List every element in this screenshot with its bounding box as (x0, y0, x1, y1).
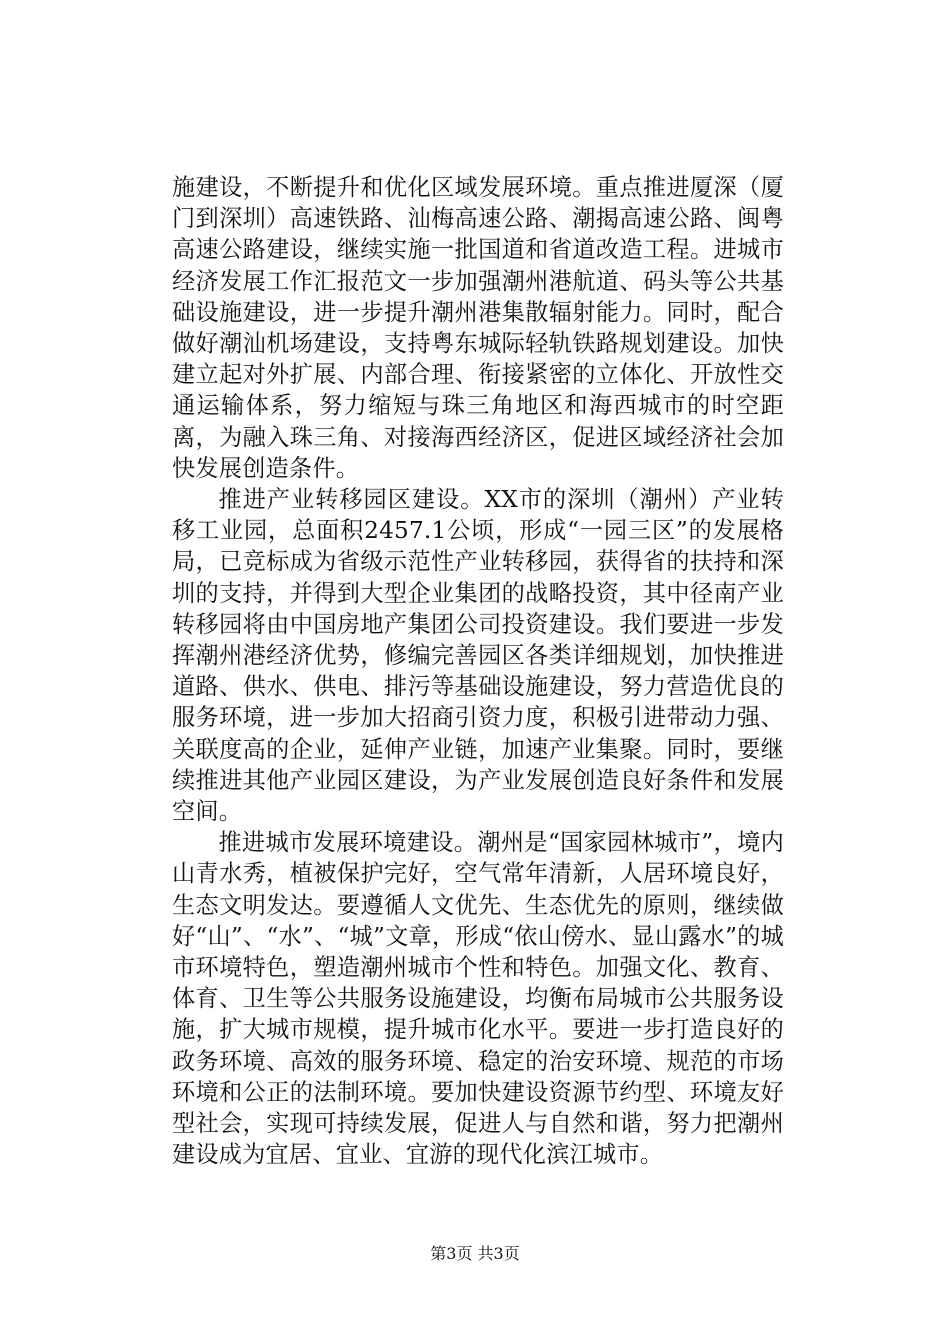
page-number-footer: 第3页 共3页 (430, 1244, 520, 1263)
paragraph-city-environment: 推进城市发展环境建设。潮州是“国家园林城市”，境内山青水秀，植被保护完好，空气常年清新，人居环境良好，生态文明发达。要遵循人文优先、生态优先的原则，继续做好“山”、“水”、“城”文章，形成“依山傍水、显山露水”的城市环境特色，塑造潮州城市个性和特色。加强文化、教育、体育、卫生等公共服务设施建设，均衡布局城市公共服务设施，扩大城市规模，提升城市化水平。要进一步打造良好的政务环境、高效的服务环境、稳定的治安环境、规范的市场环境和公正的法制环境。要加快建设资源节约型、环境友好型社会，实现可持续发展，促进人与自然和谐，努力把潮州建设成为宜居、宜业、宜游的现代化滨江城市。 (172, 829, 784, 1169)
paragraph-continuation: 施建设，不断提升和优化区域发展环境。重点推进厦深（厦门到深圳）高速铁路、汕梅高速公路、潮揭高速公路、闽粤高速公路建设，继续实施一批国道和省道改造工程。进城市经济发展工作汇报范文一步加强潮州港航道、码头等公共基础设施建设，进一步提升潮州港集散辐射能力。同时，配合做好潮汕机场建设，支持粤东城际轻轨铁路规划建设。加快建立起对外扩展、内部合理、衔接紧密的立体化、开放性交通运输体系，努力缩短与珠三角地区和海西城市的时空距离，为融入珠三角、对接海西经济区，促进区域经济社会加快发展创造条件。 (172, 174, 784, 482)
paragraph-industrial-park: 推进产业转移园区建设。XX市的深圳（潮州）产业转移工业园，总面积2457.1公顷，形成“一园三区”的发展格局，已竞标成为省级示范性产业转移园，获得省的扶持和深圳的支持，并得到大型企业集团的战略投资，其中径南产业转移园将由中国房地产集团公司投资建设。我们要进一步发挥潮州港经济优势，修编完善园区各类详细规划，加快推进道路、供水、供电、排污等基础设施建设，努力营造优良的服务环境，进一步加大招商引资力度，积极引进带动力强、关联度高的企业，延伸产业链，加速产业集聚。同时，要继续推进其他产业园区建设，为产业发展创造良好条件和发展空间。 (172, 486, 784, 826)
document-body (172, 172, 784, 1171)
